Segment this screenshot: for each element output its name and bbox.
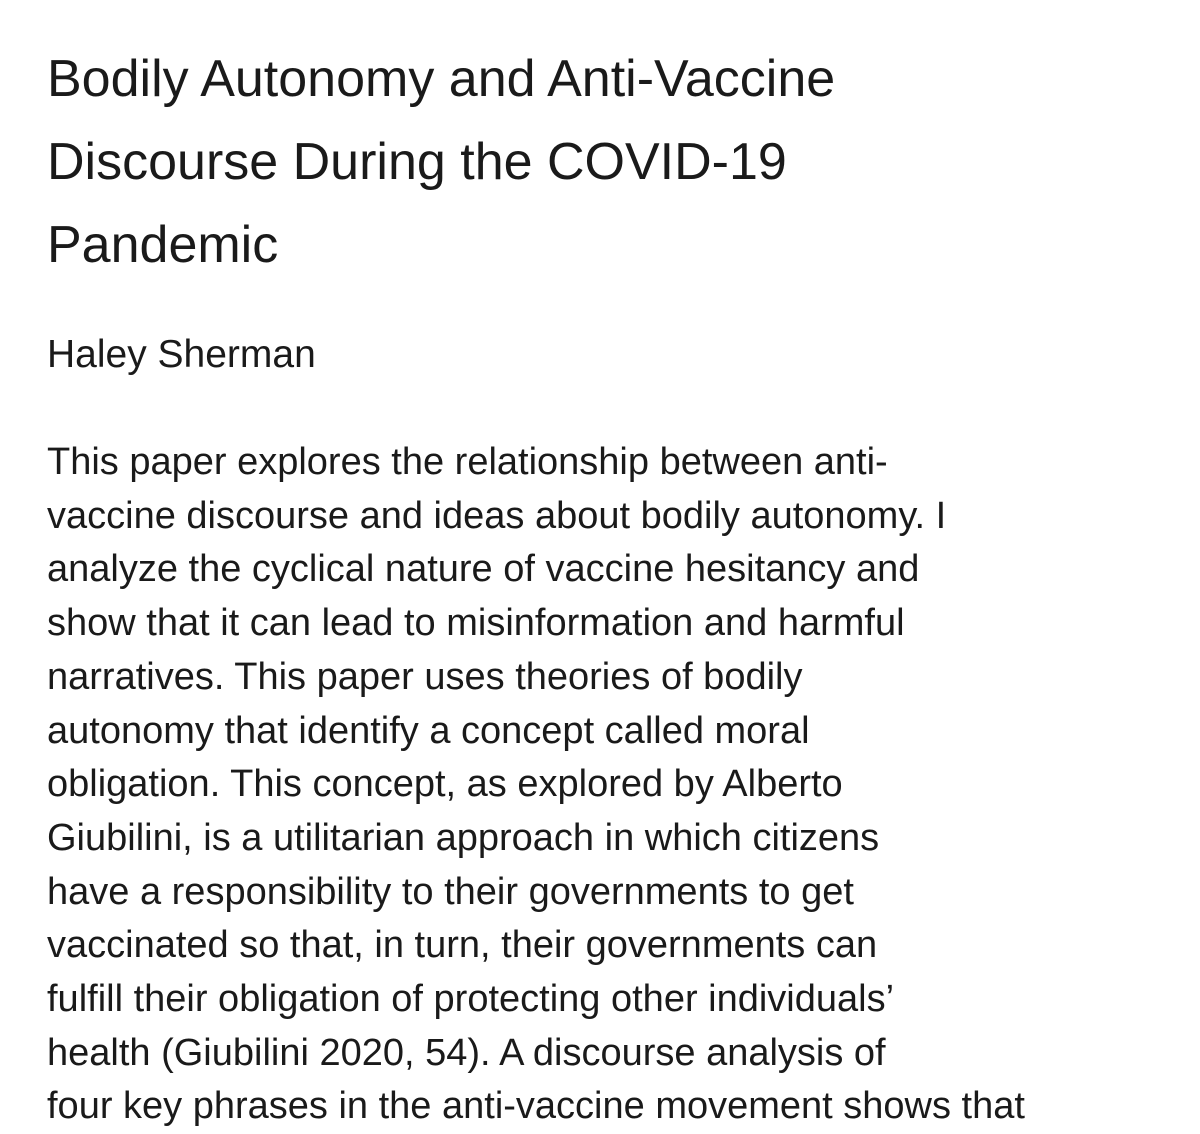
abstract-line: analyze the cyclical nature of vaccine hesitancy and [47,548,920,591]
abstract-line: vaccinated so that, in turn, their governments can [47,924,878,967]
abstract-line: narratives. This paper uses theories of bodily [47,655,803,698]
title-line: Bodily Autonomy and Anti-Vaccine [47,50,836,108]
title-line: Discourse During the COVID-19 [47,133,787,191]
abstract-line: fulfill their obligation of protecting other individuals’ [47,978,895,1021]
title-line: Pandemic [47,216,279,274]
abstract-line: show that it can lead to misinformation and harmful [47,602,905,645]
abstract-line: This paper explores the relationship between anti- [47,441,888,483]
abstract-line: autonomy that identify a concept called moral [47,709,810,752]
document-page [47,38,1177,1128]
abstract-line: vaccine discourse and ideas about bodily autonomy. I [47,494,947,537]
abstract-text [47,436,1025,1134]
abstract-line: obligation. This concept, as explored by Alberto [47,763,843,806]
author-name: Haley Sherman [47,333,316,376]
abstract-line: health (Giubilini 2020, 54). A discourse analysis of [47,1031,886,1074]
document-title [47,38,1177,287]
abstract-line: have a responsibility to their governments to get [47,870,854,913]
abstract-line: four key phrases in the anti-vaccine movement shows that [47,1085,1025,1128]
abstract-line: Giubilini, is a utilitarian approach in which citizens [47,816,880,859]
